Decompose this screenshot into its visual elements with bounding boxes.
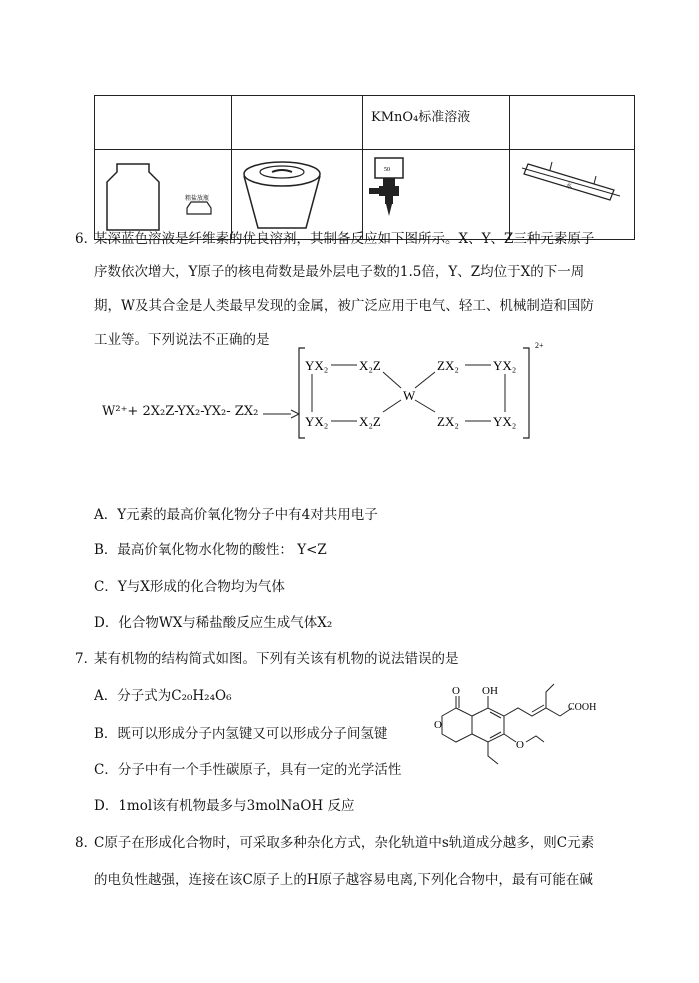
table-cell — [232, 96, 363, 150]
burette-cell — [363, 150, 510, 240]
q7-stem: 某有机物的结构简式如图。下列有关该有机物的说法错误的是 — [94, 651, 459, 667]
q7-option-c: C．分子中有一个手性碳原子，具有一定的光学活性 — [94, 762, 402, 778]
table-cell — [510, 96, 635, 150]
q6-option-b: B．最高价氧化物水化物的酸性： Y<Z — [94, 542, 327, 558]
complex-tm: X₂Z — [359, 358, 381, 373]
condenser-icon — [510, 150, 634, 235]
organic-structure — [428, 672, 598, 788]
q8-line-1: C原子在形成化合物时，可采取多种杂化方式，杂化轨道中s轨道成分越多，则C元素 — [94, 835, 595, 851]
oh-label: OH — [482, 685, 498, 697]
crucible-icon — [232, 150, 362, 235]
complex-center: W — [403, 388, 416, 403]
reagent-bottle-icon — [95, 150, 231, 235]
complex-tr1: ZX₂ — [437, 358, 459, 373]
reaction-reactants: W²⁺+ 2X₂Z-YX₂-YX₂- ZX₂ — [102, 404, 259, 419]
table-cell — [95, 96, 232, 150]
o-top-label: O — [452, 685, 460, 697]
o-ether-label: O — [516, 739, 524, 751]
q6-line-2: 序数依次增大，Y原子的核电荷数是最外层电子数的1.5倍，Y、Z均位于X的下一周 — [94, 264, 585, 280]
complex-br1: ZX₂ — [437, 414, 459, 429]
stamp-text: 粗盐放瓶 — [185, 196, 210, 202]
q6-option-d: D．化合物WX与稀盐酸反应生成气体X₂ — [94, 615, 333, 631]
complex-bl: YX₂ — [305, 414, 329, 429]
complex-br2: YX₂ — [493, 414, 517, 429]
svg-text:50: 50 — [384, 167, 390, 173]
complex-charge: 2+ — [535, 341, 544, 350]
burette-icon — [363, 150, 509, 235]
q6-number: 6． — [75, 231, 98, 247]
q8-number: 8． — [75, 835, 98, 851]
q7-option-a: A．分子式为C₂₀H₂₄O₆ — [94, 688, 232, 704]
q7-number: 7． — [75, 651, 98, 667]
q7-option-b: B．既可以形成分子内氢键又可以形成分子间氢键 — [94, 726, 388, 742]
svg-text:水: 水 — [566, 184, 573, 190]
q6-option-c: C．Y与X形成的化合物均为气体 — [94, 579, 285, 595]
o-ring-label: O — [434, 719, 442, 731]
complex-tl: YX₂ — [305, 358, 329, 373]
q6-line-4: 工业等。下列说法不正确的是 — [94, 332, 270, 348]
complex-bm: X₂Z — [359, 414, 381, 429]
crucible-cell — [232, 150, 363, 240]
q6-line-3: 期，W及其合金是人类最早发现的金属，被广泛应用于电气、轻工、机械制造和国防 — [94, 298, 594, 314]
q6-line-1: 某深蓝色溶液是纤维素的优良溶剂，其制备反应如下图所示。X、Y、Z三种元素原子 — [94, 231, 595, 247]
q6-option-a: A．Y元素的最高价氧化物分子中有4对共用电子 — [94, 507, 378, 523]
q7-option-d: D．1mol该有机物最多与3molNaOH 反应 — [94, 798, 355, 814]
q8-line-2: 的电负性越强，连接在该C原子上的H原子越容易电离,下列化合物中，最有可能在碱 — [94, 872, 593, 888]
table-cell-kmno4: KMnO₄标准溶液 — [363, 96, 510, 150]
condenser-cell — [510, 150, 635, 240]
apparatus-table — [94, 95, 635, 240]
reagent-bottle-cell — [95, 150, 232, 240]
cooh-label: COOH — [568, 702, 597, 713]
complex-tr2: YX₂ — [493, 358, 517, 373]
complex-diagram — [255, 340, 575, 440]
